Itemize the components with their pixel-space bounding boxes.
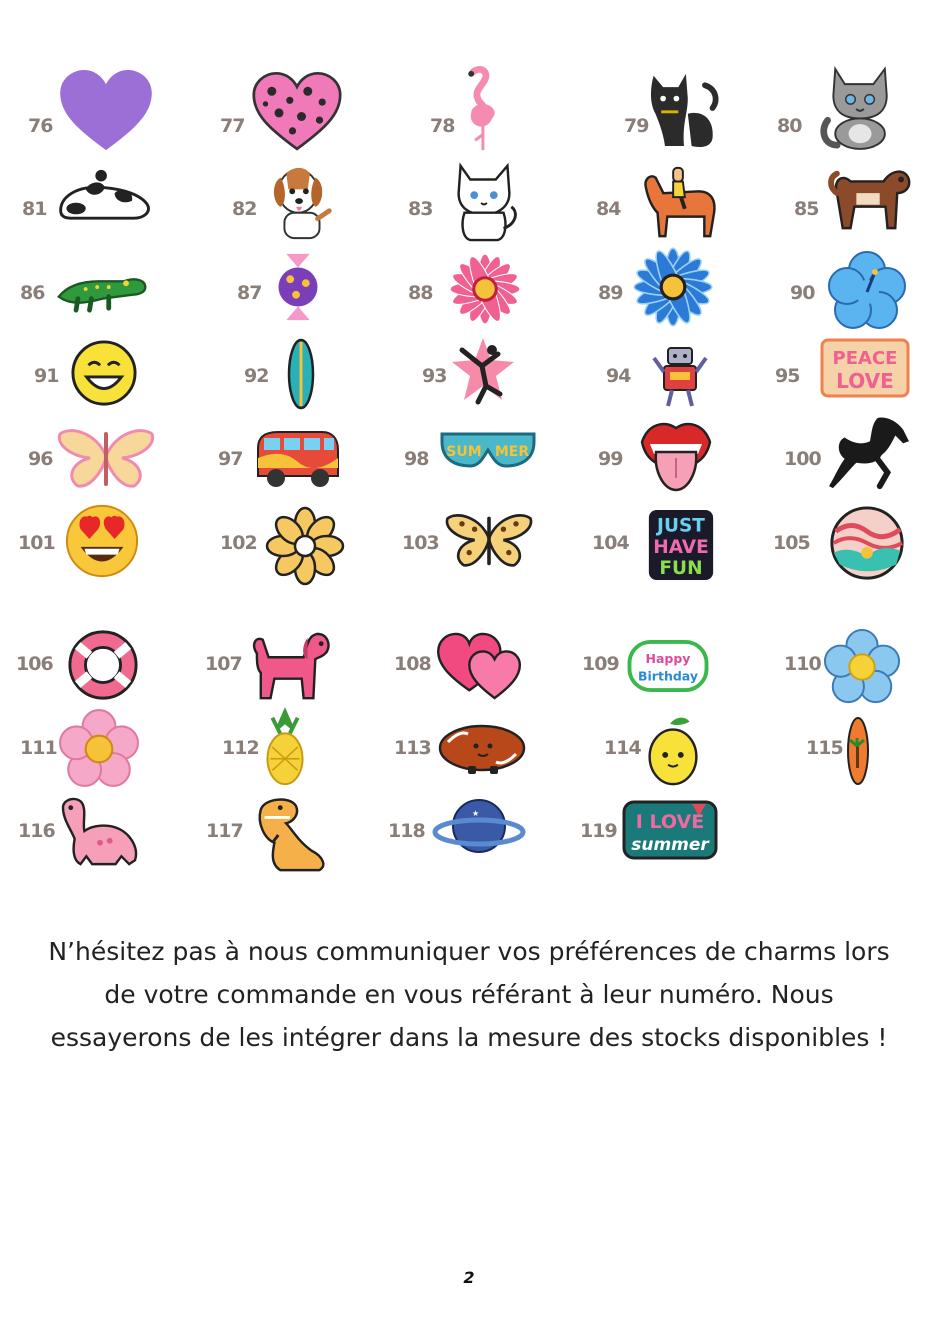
charm-number: 85 [794,198,819,220]
charm-number: 113 [394,737,431,759]
charm-number: 102 [220,532,257,554]
candy-icon [268,248,328,326]
white-cat-icon [446,160,522,242]
charm-number: 89 [598,282,623,304]
lifebuoy-icon [62,628,144,702]
heart-eyes-emoji-icon [62,502,142,580]
charm-number: 96 [28,448,53,470]
palm-surfboard-icon [846,716,870,786]
charm-number: 93 [422,365,447,387]
pink-dino-icon [56,796,142,868]
charm-number: 95 [775,365,800,387]
black-cat-icon [646,66,722,152]
peace-text: PEACE [832,348,898,369]
charm-number: 81 [22,198,47,220]
charm-number: 114 [604,737,641,759]
pink-check-flower-icon [56,708,142,790]
football-icon [438,722,526,776]
charm-number: 107 [205,653,242,675]
charm-number: 80 [777,115,802,137]
black-horse-icon [826,414,912,492]
charm-number: 100 [784,448,821,470]
charm-number: 118 [388,820,425,842]
hibiscus-icon [826,250,908,330]
crocodile-icon [56,264,148,314]
robot-icon [652,344,708,410]
wave-circle-icon [826,504,908,582]
surfboard-icon [287,338,315,410]
charm-number: 108 [394,653,431,675]
svg-text:★: ★ [472,809,480,818]
mer-text: MER [494,444,530,460]
i-love-summer-icon [622,800,718,860]
charm-number: 90 [790,282,815,304]
charm-number: 98 [404,448,429,470]
charm-number: 92 [244,365,269,387]
skater-star-icon [452,336,514,408]
brown-dog-icon [826,160,912,232]
orange-dino-icon [250,796,330,874]
lemon-icon [646,714,700,788]
charm-number: 87 [237,282,262,304]
just-have-fun-icon [646,508,716,582]
charm-number: 110 [784,653,821,675]
charm-number: 117 [206,820,243,842]
charm-number: 84 [596,198,621,220]
charm-number: 105 [773,532,810,554]
love-text: LOVE [836,369,894,393]
flamingo-icon [458,66,500,154]
birthday-text: Birthday [638,668,698,684]
charm-number: 91 [34,365,59,387]
charm-number: 109 [582,653,619,675]
summer-text: summer [631,835,709,855]
charm-number: 76 [28,115,53,137]
pink-dog-icon [248,630,332,704]
charm-number: 94 [606,365,631,387]
smiley-icon [68,340,140,408]
happy-text: Happy [645,651,691,667]
planet-icon [432,796,526,858]
charm-number: 88 [408,282,433,304]
charm-number: 99 [598,448,623,470]
charm-number: 115 [806,737,843,759]
van-icon [252,428,340,490]
beagle-dog-icon [268,164,334,242]
charm-preference-note: N’hésitez pas à nous communiquer vos préférences de charms lors de votre commande en vous référant à leur numéro. Nous essayerons de les intégrer dans la mesure des stocks disponibles ! [48,937,890,1052]
charm-number: 79 [624,115,649,137]
purple-heart-icon [58,70,154,152]
charm-number: 77 [220,115,245,137]
charm-number: 116 [18,820,55,842]
happy-birthday-icon [626,640,710,692]
horse-rider-icon [638,164,720,240]
page-number: 2 [463,1268,475,1287]
charm-number: 78 [430,115,455,137]
leopard-daisy-icon [264,508,346,584]
blue-check-flower-icon [822,628,902,706]
charm-number: 83 [408,198,433,220]
charm-number: 111 [20,737,57,759]
have-text: HAVE [653,536,709,558]
charm-number: 119 [580,820,617,842]
grey-cat-icon [820,62,902,152]
charm-number: 97 [218,448,243,470]
charm-number: 112 [222,737,259,759]
charm-number: 103 [402,532,439,554]
charm-number: 104 [592,532,629,554]
fun-text: FUN [659,558,703,580]
pink-flower-icon [444,248,526,330]
lips-tongue-icon [640,418,712,494]
leopard-heart-icon [252,72,342,152]
sum-text: SUM [446,444,482,460]
butterfly-icon [56,426,156,490]
charm-number: 82 [232,198,257,220]
peace-love-icon [820,338,910,398]
sunglasses-icon [440,428,536,472]
just-text: JUST [657,515,705,537]
charm-number: 86 [20,282,45,304]
pineapple-icon [264,710,306,788]
blue-flower-icon [630,244,716,330]
leopard-butterfly-icon [444,508,534,572]
double-heart-icon [436,632,524,700]
i-love-text: I LOVE [635,811,705,833]
charm-number: 101 [18,532,55,554]
cow-icon [56,168,154,222]
charm-number: 106 [16,653,53,675]
